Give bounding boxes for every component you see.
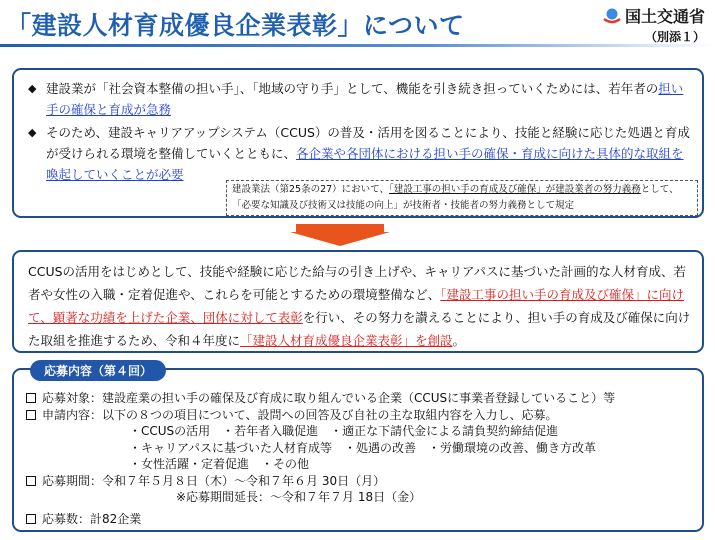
item-label: 応募対象： <box>42 391 103 405</box>
section-badge: 応募内容（第４回） <box>30 360 166 381</box>
highlight-text: 「建設工事の担い手の育成及び確保」に向けて、顕著な功績を上げた企業、団体に対して表彰 <box>28 287 685 325</box>
item-text: 計82企業 <box>90 511 142 526</box>
highlight-text: 「建設人材育成優良企業表彰」を創設 <box>240 333 453 348</box>
item-text: 令和７年５月８日（木）～令和７年６月 30日（月） <box>102 473 386 488</box>
item-sub-line: ・女性活躍・定着促進 ・その他 <box>129 457 310 471</box>
down-arrow-icon <box>290 224 390 246</box>
item-text: 以下の８つの項目について、設問への回答及び自社の主な取組内容を入力し、応募。 <box>102 407 558 422</box>
bullet-item <box>28 78 692 120</box>
list-item <box>26 390 692 407</box>
bullet-text: 建設業が「社会資本整備の担い手」、「地域の守り手」として、機能を引き続き担っていくためには、若年者の <box>46 81 659 96</box>
bullet-link-text: 各企業や各団体における担い手の確保・育成に向けた具体的な取組を喚起していくことが必要 <box>46 146 684 182</box>
checkbox-icon <box>26 393 36 403</box>
list-item <box>26 407 692 424</box>
item-text: 建設産業の担い手の確保及び育成に取り組んでいる企業（CCUSに事業者登録していること）等 <box>102 391 616 405</box>
item-label: 応募数： <box>42 511 91 526</box>
bullet-text: そのため、建設キャリアアップシステム（CCUS）の普及・活用を図ることにより、技能と経験に応じた処遇と育成が受けられる環境を整備していくとともに、 <box>46 125 690 161</box>
item-label: 申請内容： <box>42 407 103 422</box>
purpose-text-part: を行い、その努力を讃えることにより、担い手の育成及び確保に向けた取組を推進するため、令和４年度に <box>28 310 691 348</box>
application-box <box>12 368 704 532</box>
purpose-text <box>28 260 692 352</box>
item-sub-line: ・CCUSの活用 ・若年者入職促進 ・適正な下請代金による請負契約締結促進 <box>129 424 559 438</box>
note-underlined-text: 「建設工事の担い手の育成及び確保」が建設業者の努力義務 <box>389 184 641 195</box>
item-label: 応募期間： <box>42 473 103 488</box>
checkbox-icon <box>26 410 36 420</box>
checkbox-icon <box>26 514 36 524</box>
diamond-bullet-icon: ◆ <box>28 82 37 95</box>
extension-note: ※応募期間延長：～令和７年７月 18日（金） <box>176 490 422 504</box>
attachment-label: （別添１） <box>644 30 705 44</box>
bullet-item <box>28 122 692 185</box>
law-note <box>226 180 698 216</box>
list-item <box>26 473 692 490</box>
diamond-bullet-icon: ◆ <box>28 126 37 139</box>
item-sub-line: ・キャリアパスに基づいた人材育成等 ・処遇の改善 ・労働環境の改善、働き方改革 <box>129 440 597 455</box>
purpose-text-part: 。 <box>452 333 466 348</box>
bullet-link-text: 担い手の確保と育成が急務 <box>46 81 684 117</box>
org-logo <box>602 4 705 45</box>
org-name: 国土交通省 <box>624 7 705 26</box>
checkbox-icon <box>26 476 36 486</box>
purpose-text-part: CCUSの活用をはじめとして、技能や経験に応じた給与の引き上げや、キャリアパスに基づいた計画的な人材育成、若者や女性の入職・定着促進や、これらを可能とするための環境整備など、 <box>28 264 687 302</box>
mlit-logo-icon <box>602 7 622 25</box>
note-text: 建設業法（第25条の27）において、 <box>232 184 389 195</box>
purpose-box <box>12 250 704 353</box>
page-title: 「建設人材育成優良企業表彰」について <box>6 11 465 40</box>
note-text: として、「必要な知識及び技術又は技能の向上」が技術者・技能者の努力義務として規定 <box>232 184 679 211</box>
background-box <box>12 68 704 218</box>
list-item <box>26 511 692 528</box>
